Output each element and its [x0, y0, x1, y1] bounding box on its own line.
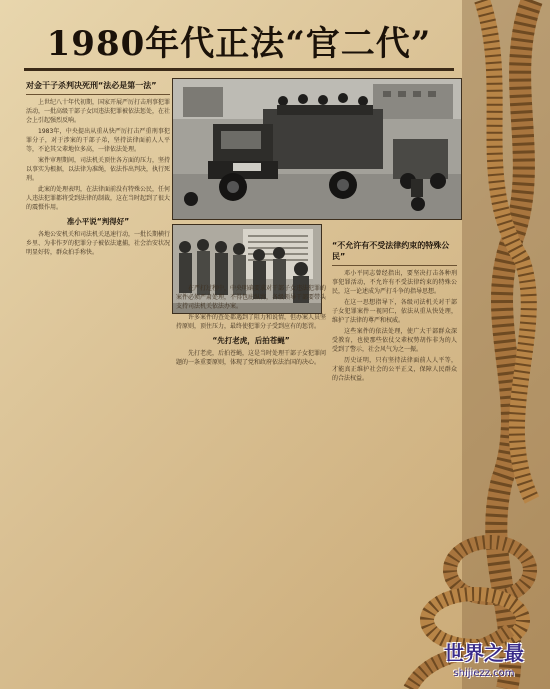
truck-parade-photo — [172, 78, 462, 220]
left-paragraph: 上世纪八十年代初期，国家开展严厉打击刑事犯罪活动，一批高级干部子女因违法犯罪被依法惩处，在社会上引起强烈反响。 — [26, 99, 170, 124]
right-column-kicker: “不允许有不受法律约束的特殊公民” — [332, 238, 457, 266]
left-subhead: 准小平说“判得好” — [66, 217, 130, 226]
right-paragraph: 在这一思想指导下，各级司法机关对干部子女犯罪案件一视同仁，依法从重从快处理，维护了法律的尊严和权威。 — [332, 299, 457, 324]
right-paragraph: 历史证明，只有坚持法律面前人人平等，才能真正维护社会的公平正义，保障人民群众的合法权益。 — [332, 357, 457, 382]
left-paragraph: 案件审理期间，司法机关顶住各方面的压力，坚持以事实为根据，以法律为准绳，依法作出判决，执行死刑。 — [26, 157, 170, 182]
left-column — [26, 78, 170, 678]
middle-column — [176, 284, 326, 679]
middle-subhead: “先打老虎，后拍苍蝇” — [212, 336, 290, 345]
right-paragraph: 邓小平同志曾经指出，要坚决打击各种刑事犯罪活动，不允许有不受法律约束的特殊公民，这一论述成为严打斗争的指导思想。 — [332, 270, 457, 295]
left-paragraph: 1983年，中央提出从重从快严厉打击严重刑事犯罪分子，对于涉案的干部子弟，坚持法律面前人人平等，不论其父辈地位多高，一律依法处理。 — [26, 128, 170, 153]
left-column-text — [26, 98, 170, 212]
headline: 1980年代正法“官二代” — [46, 24, 432, 64]
middle-column-text — [176, 284, 326, 331]
mid-paragraph: 在严打过程中，中央明确要求对干部子女违法犯罪的案件必须严肃处理，不得包庇纵容，各级领导干部要带头支持司法机关依法办案。 — [176, 285, 326, 310]
middle-column-text-2 — [176, 349, 326, 367]
site-watermark — [424, 638, 544, 686]
left-column-kicker: 对金干子杀判决死刑“法必是第一法” — [26, 78, 170, 95]
mid-paragraph: 许多案件的查处都遇到了阻力和说情，但办案人员坚持原则，顶住压力，最终使犯罪分子受到应有的惩罚。 — [176, 314, 326, 330]
right-paragraph: 这些案件的依法处理，使广大干部群众深受教育，也使那些依仗父辈权势胡作非为的人受到了警示，社会风气为之一振。 — [332, 328, 457, 353]
mid-paragraph: 先打老虎，后拍苍蝇，这是当时处理干部子女犯罪问题的一条重要原则，体现了党和政府依法治国的决心。 — [176, 350, 326, 366]
headline-rule — [24, 68, 454, 71]
left-column-text-2 — [26, 230, 170, 257]
left-paragraph: 各地公安机关和司法机关迅速行动，一批长期横行乡里、为非作歹的犯罪分子被依法逮捕，社会治安状况明显好转，群众拍手称快。 — [26, 231, 170, 256]
right-column-text — [332, 269, 457, 383]
left-paragraph: 此案的处理表明，在法律面前没有特殊公民，任何人违法犯罪都将受到法律的制裁，这在当时起到了很大的震慑作用。 — [26, 186, 170, 211]
watermark-brand: 世界之最 — [444, 641, 524, 665]
watermark-domain: shijiezz.com — [453, 668, 515, 679]
